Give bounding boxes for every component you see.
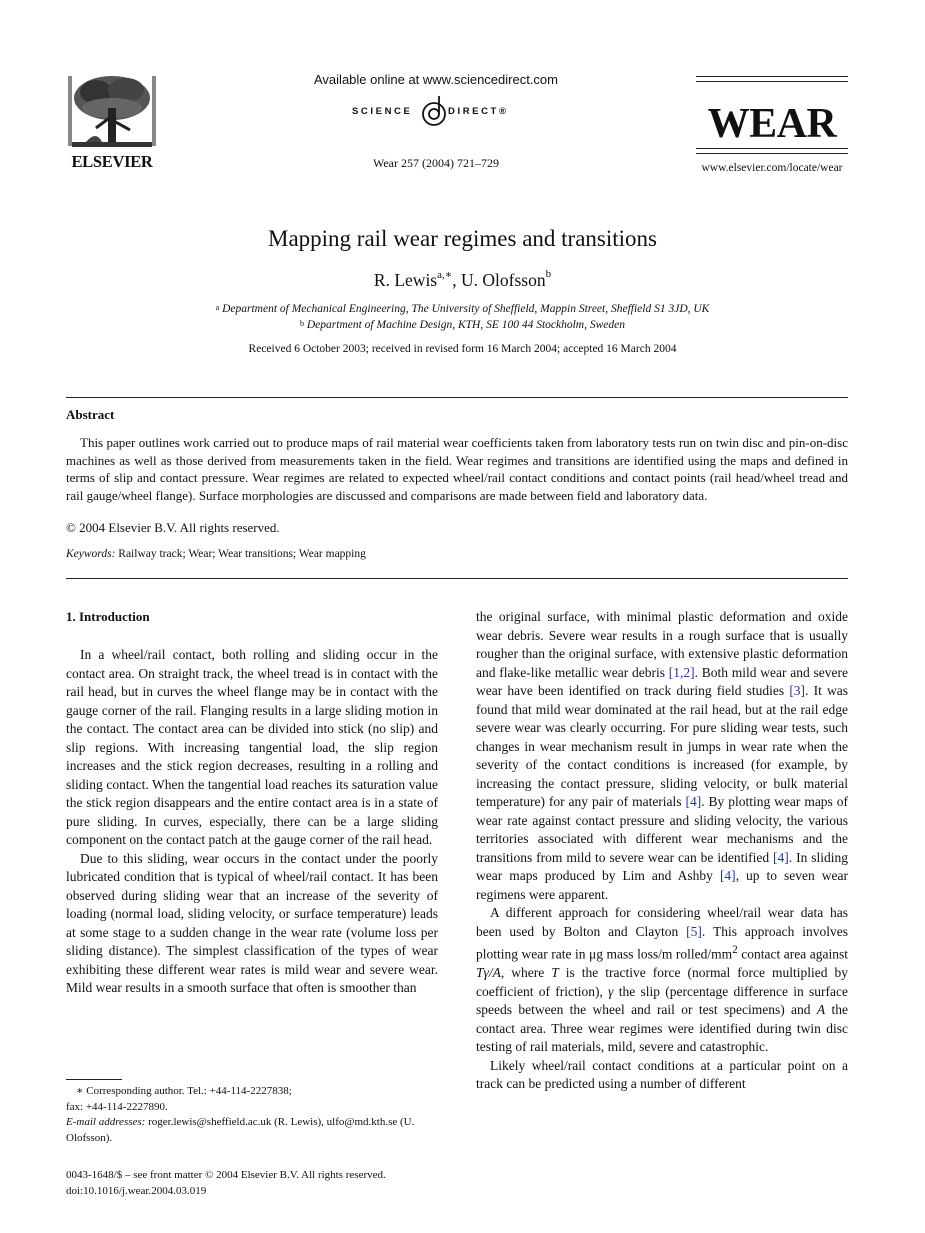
received-dates: Received 6 October 2003; received in revised form 16 March 2004; accepted 16 March 2004 (248, 343, 677, 355)
masthead-rule (696, 81, 848, 82)
email-note (66, 1115, 438, 1146)
sciencedirect-right-text: DIRECT® (448, 106, 509, 117)
body-paragraph: In a wheel/rail contact, both rolling and sliding occur in the contact area. On straight track, the wheel tread is in contact with the rail head, but in curves the wheel flange may be in contact with the gauge corner of the rail. Flanging results in a large sliding motion in the contact. The contact area can be divided into stick (no slip) and slip regions. With increasing tangential load, the slip region increases and the stick region decreases, resulting in a rolling and sliding contact. When the tangential load reaches its saturation value the stick region disappears and the entire contact area is in a state of pure sliding. In curves, especially, there can be a large sliding component on the contact patch at the gauge corner of the rail head. (66, 647, 438, 847)
body-paragraph: the original surface, with minimal plastic deformation and oxide wear debris. Severe wear results in a rough surface that is usually rougher than the original surface, with extensive plastic deformation and flake-like metallic wear debris [1,2]. Both mild wear and severe wear have been identified on track during field studies [3]. It was found that mild wear dominated at the rail head, but at the rail edge severe wear was clearly occurring. For pure sliding wear tests, such changes in wear mechanism result in jumps in wear rate when the severity of the contact conditions is increased (for example, by increasing the contact pressure, sliding velocity, or bulk material temperature) for any pair of materials [4]. By plotting wear maps of wear rate against contact pressure and sliding velocity, the various territories associated with different wear mechanisms and the transitions from mild to severe wear can be identified [4]. In sliding wear maps produced by Lim and Ashby [4], up to seven wear regimens were apparent. (476, 609, 849, 902)
doi-link[interactable]: doi:10.1016/j.wear.2004.03.019 (66, 1184, 207, 1197)
front-matter (66, 1168, 466, 1199)
corresponding-author-note: ∗ Corresponding author. Tel.: +44-114-2227838; (76, 1085, 292, 1097)
journal-name: WEAR (707, 101, 837, 147)
footnote-rule (66, 1079, 122, 1080)
at-symbol-icon (422, 94, 446, 130)
author-list (0, 270, 925, 291)
affiliation-text: Department of Machine Design, KTH, SE 100 44 Stockholm, Sweden (306, 319, 625, 331)
reference-link[interactable]: [1,2] (668, 664, 695, 680)
journal-citation: Wear 257 (2004) 721–729 (372, 156, 499, 170)
abstract-text: This paper outlines work carried out to produce maps of rail material wear coefficients taken from laboratory tests run on twin disc and pin-on-disc machines as well as those derived from measurements taken in the field. Wear regimes and transitions are identified using the maps and defined in terms of slip and contact pressure. Wear regimes are related to expected wheel/rail contact conditions and contact points (rail head/wheel tread and rail gauge/wheel flange). Surface morphologies are discussed and comparisons are made between field and laboratory data. (66, 435, 848, 503)
author-marks[interactable]: a,∗ (437, 269, 453, 281)
sciencedirect-logo[interactable] (340, 94, 520, 130)
keywords-label: Keywords: (66, 548, 116, 560)
fax-note: fax: +44-114-2227890. (66, 1100, 168, 1113)
section-heading: 1. Introduction (66, 609, 150, 624)
elsevier-logo (66, 72, 158, 172)
keywords (66, 548, 366, 560)
divider (66, 397, 848, 398)
reference-link[interactable]: [3] (789, 683, 806, 698)
masthead-rule (696, 76, 848, 77)
publisher-name: ELSEVIER (71, 152, 153, 171)
abstract-copyright: © 2004 Elsevier B.V. All rights reserved. (66, 520, 280, 535)
masthead-rule (696, 148, 848, 149)
affiliation-mark: a (215, 303, 220, 312)
right-column (476, 608, 848, 1094)
body-paragraph: A different approach for considering wheel/rail wear data has been used by Bolton and Clayton [5]. This approach involves plotting wear rate in μg mass loss/m rolled/$mm^2$ contact area against Tγ/A, where T is the tractive force (normal force multiplied by coefficient of friction), γ the slip (percentage difference in surface speeds between the wheel and rail or test specimens) and A the contact area. Three wear regimes were identified during twin disc testing of rail materials, mild, severe and catastrophic. (476, 905, 848, 1054)
author-marks[interactable]: b (545, 268, 552, 280)
issn-line: 0043-1648/$ – see front matter © 2004 Elsevier B.V. All rights reserved. (66, 1169, 386, 1181)
journal-url-link[interactable]: www.elsevier.com/locate/wear (701, 162, 843, 174)
author-separator: , (452, 270, 461, 290)
divider (66, 578, 848, 579)
affiliation-a (0, 303, 925, 315)
reference-link[interactable]: [4] (685, 794, 702, 809)
abstract-heading: Abstract (66, 407, 115, 422)
footnotes (66, 1084, 438, 1146)
body-paragraph: Due to this sliding, wear occurs in the contact under the poorly lubricated condition that is typical of wheel/rail contact. It has been observed during sliding wear that an increase of the severity of loading (normal load, sliding velocity, or surface temperature) leads at some stage to a sudden change in the wear rate (volume loss per sliding distance). The simplest classification of the types of wear exhibiting these different wear rates is mild wear and severe wear. Mild wear results in a smooth surface that often is smoother than (66, 850, 438, 995)
elsevier-tree-icon (66, 72, 158, 154)
email-addresses[interactable]: roger.lewis@sheffield.ac.uk (R. Lewis), ulfo@md.kth.se (U. Olofsson). (66, 1116, 415, 1144)
available-online-banner[interactable]: Available online at www.sciencedirect.com (314, 72, 558, 87)
body-paragraph: Likely wheel/rail contact conditions at a particular point on a track can be predicted using a number of different (476, 1057, 848, 1091)
affiliation-text: Department of Mechanical Engineering, The University of Sheffield, Mappin Street, Sheffield S1 3JD, UK (222, 303, 710, 315)
formula: Tγ/A (476, 965, 501, 980)
keywords-list: Railway track; Wear; Wear transitions; Wear mapping (118, 548, 366, 560)
reference-link[interactable]: [4] (773, 849, 789, 865)
affiliation-mark: b (300, 319, 304, 328)
article-title: Mapping rail wear regimes and transitions (268, 226, 657, 251)
author-name[interactable]: U. Olofsson (460, 270, 546, 290)
email-label: E-mail addresses: (66, 1116, 146, 1128)
masthead-rule (696, 153, 848, 154)
sciencedirect-left-text: SCIENCE (352, 106, 413, 117)
journal-masthead (696, 76, 848, 174)
reference-link[interactable]: [5] (686, 923, 702, 939)
reference-link[interactable]: [4] (719, 868, 736, 883)
left-column (66, 646, 438, 998)
author-name[interactable]: R. Lewis (373, 270, 438, 290)
affiliation-b (0, 319, 925, 331)
